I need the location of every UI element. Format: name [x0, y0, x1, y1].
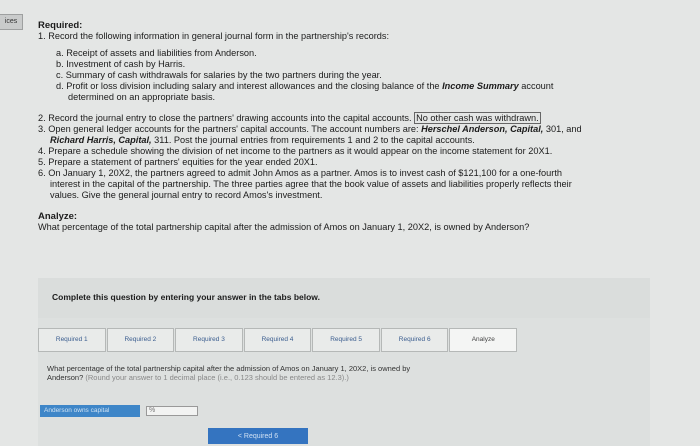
instructions-box [38, 278, 650, 318]
item-2-text: 2. Record the journal entry to close the partners' drawing accounts into the capital accounts. [38, 113, 412, 123]
sub-item-a: a. Receipt of assets and liabilities from Anderson. [56, 48, 257, 58]
answer-row [40, 405, 198, 417]
panel-question-anderson: Anderson? [47, 373, 84, 382]
tab-required-1[interactable]: Required 1 [38, 328, 106, 352]
answer-label: Anderson owns capital [40, 405, 140, 417]
side-tab[interactable]: ices [0, 14, 23, 30]
percentage-input[interactable]: % [146, 406, 198, 416]
rounding-hint: (Round your answer to 1 decimal place (i.e., 0.123 should be entered as 12.3).) [85, 373, 349, 382]
item-2 [38, 113, 688, 124]
analyze-question: What percentage of the total partnership capital after the admission of Amos on January 1, 20X2, is owned by Anderson? [38, 222, 530, 232]
item-1: 1. Record the following information in general journal form in the partnership's records: [38, 31, 390, 41]
sub-d-text: d. Profit or loss division including salary and interest allowances and the closing balance of the [56, 81, 440, 91]
sub-d-cont: determined on an appropriate basis. [68, 92, 216, 102]
tab-bar [38, 328, 518, 352]
item-2-boxed: No other cash was withdrawn. [416, 113, 539, 123]
previous-required-6-button[interactable]: < Required 6 [208, 428, 308, 444]
sub-item-d [38, 81, 688, 92]
required-heading: Required: [38, 20, 83, 31]
tab-required-6[interactable]: Required 6 [381, 328, 449, 352]
tab-required-2[interactable]: Required 2 [107, 328, 175, 352]
item-3-cont [38, 135, 688, 146]
item-3-text: 3. Open general ledger accounts for the partners' capital accounts. The account numbers are: [38, 124, 419, 134]
sub-item-b: b. Investment of cash by Harris. [56, 59, 186, 69]
acct-harris: Richard Harris, Capital, [50, 135, 152, 145]
tab-required-5[interactable]: Required 5 [312, 328, 380, 352]
item-6-line-2: interest in the capital of the partnership. The three parties agree that the book value of assets and liabilities properly reflects their [50, 179, 572, 189]
analyze-heading: Analyze: [38, 211, 78, 222]
panel-question-line-2 [47, 373, 607, 382]
item-6-line-3: values. Give the general journal entry to record Amos's investment. [50, 190, 323, 200]
sub-d-end: account [521, 81, 554, 91]
problem-text [38, 20, 688, 233]
panel-question [47, 364, 607, 382]
instructions-text: Complete this question by entering your answer in the tabs below. [52, 292, 320, 302]
panel-question-line-1: What percentage of the total partnership capital after the admission of Amos on January 1, 20X2, is owned by [47, 364, 411, 373]
tab-required-4[interactable]: Required 4 [244, 328, 312, 352]
acct-anderson-num: 301, and [545, 124, 582, 134]
item-3 [38, 124, 688, 135]
tab-analyze[interactable]: Analyze [449, 328, 517, 352]
income-summary-text: Income Summary [442, 81, 519, 91]
acct-anderson: Herschel Anderson, Capital, [421, 124, 544, 134]
acct-harris-rest: 311. Post the journal entries from requirements 1 and 2 to the capital accounts. [154, 135, 475, 145]
item-6-line-1: 6. On January 1, 20X2, the partners agreed to admit John Amos as a partner. Amos is to invest cash of $121,100 for a one-fourth [38, 168, 562, 178]
tab-required-3[interactable]: Required 3 [175, 328, 243, 352]
item-5: 5. Prepare a statement of partners' equities for the year ended 20X1. [38, 157, 318, 167]
item-4: 4. Prepare a schedule showing the division of net income to the partners as it would appear on the income statement for 20X1. [38, 146, 553, 156]
sub-item-c: c. Summary of cash withdrawals for salaries by the two partners during the year. [56, 70, 382, 80]
